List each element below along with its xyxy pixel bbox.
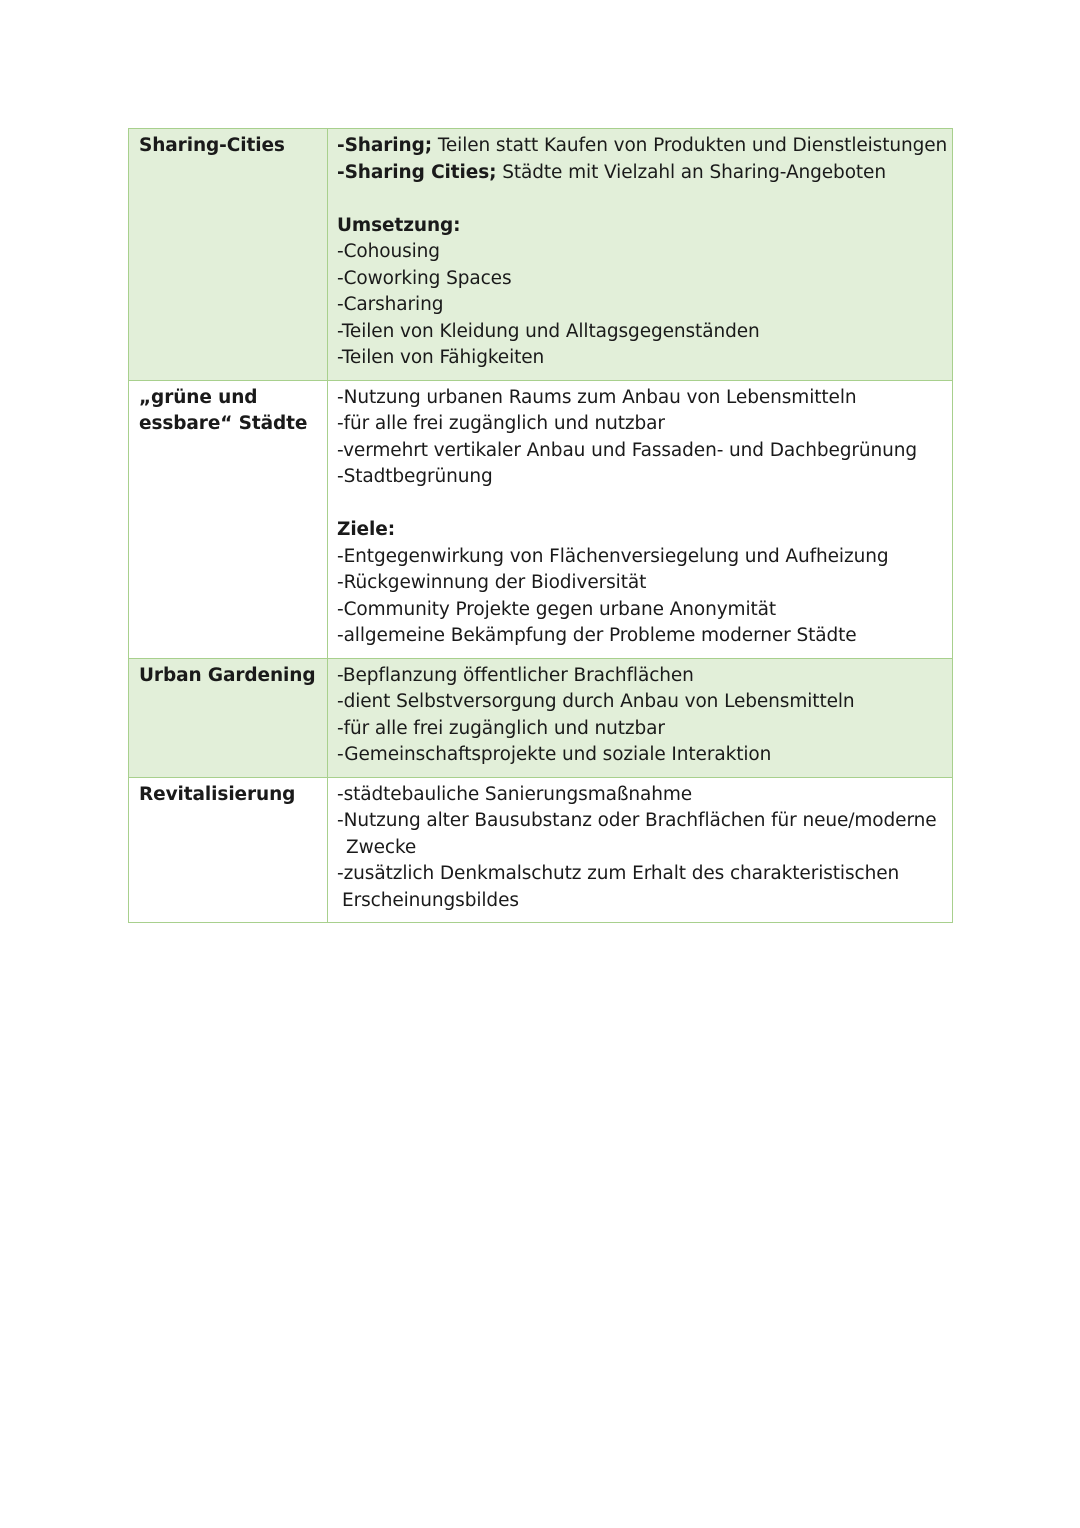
list-item: -Cohousing (337, 241, 440, 262)
description-cell (328, 658, 953, 777)
terms-table (128, 128, 953, 923)
list-item: -Carsharing (337, 294, 444, 315)
term-label: essbare“ Städte (139, 413, 308, 434)
term-cell (129, 380, 328, 658)
table-row (129, 777, 953, 923)
list-item-continuation: Zwecke (346, 836, 417, 858)
table-row (129, 129, 953, 381)
list-item: -allgemeine Bekämpfung der Probleme moderner Städte (337, 625, 857, 646)
list-item: -Teilen von Fähigkeiten (337, 347, 545, 368)
list-item: -zusätzlich Denkmalschutz zum Erhalt des charakteristischen (337, 863, 900, 884)
list-item: -vermehrt vertikaler Anbau und Fassaden- und Dachbegrünung (337, 439, 918, 461)
list-item: -Coworking Spaces (337, 267, 512, 289)
list-item: -Bepflanzung öffentlicher Brachflächen (337, 664, 694, 686)
table-row (129, 380, 953, 658)
description-cell (328, 380, 953, 658)
list-item: -für alle frei zugänglich und nutzbar (337, 413, 665, 434)
term-cell (129, 129, 328, 381)
section-heading: Umsetzung: (337, 214, 461, 236)
term-label: Sharing-Cities (139, 135, 285, 156)
list-item: -dient Selbstversorgung durch Anbau von Lebensmitteln (337, 691, 855, 712)
list-item: -Community Projekte gegen urbane Anonymität (337, 598, 777, 620)
list-item: -Rückgewinnung der Biodiversität (337, 572, 647, 593)
term-label: „grüne und (139, 386, 258, 408)
table-row (129, 658, 953, 777)
list-item: -Teilen von Kleidung und Alltagsgegenständen (337, 320, 760, 342)
list-item-continuation: Erscheinungsbildes (342, 889, 519, 911)
definition-line: -Sharing; Teilen statt Kaufen von Produkten und Dienstleistungen (337, 135, 948, 156)
term-cell (129, 777, 328, 923)
list-item: -Entgegenwirkung von Flächenversiegelung und Aufheizung (337, 545, 889, 567)
spacer (337, 491, 946, 518)
term-label: Urban Gardening (139, 664, 316, 686)
description-cell (328, 129, 953, 381)
list-item: -für alle frei zugänglich und nutzbar (337, 717, 665, 739)
definition-line: -Sharing Cities; Städte mit Vielzahl an Sharing-Angeboten (337, 161, 886, 183)
spacer (337, 186, 946, 213)
term-label: Revitalisierung (139, 783, 296, 805)
list-item: -Nutzung alter Bausubstanz oder Brachflächen für neue/moderne (337, 810, 937, 831)
term-cell (129, 658, 328, 777)
list-item: -Stadtbegrünung (337, 466, 493, 487)
description-cell (328, 777, 953, 923)
section-heading: Ziele: (337, 519, 395, 540)
list-item: -Gemeinschaftsprojekte und soziale Interaktion (337, 744, 772, 765)
list-item: -Nutzung urbanen Raums zum Anbau von Lebensmitteln (337, 386, 857, 408)
list-item: -städtebauliche Sanierungsmaßnahme (337, 783, 693, 805)
